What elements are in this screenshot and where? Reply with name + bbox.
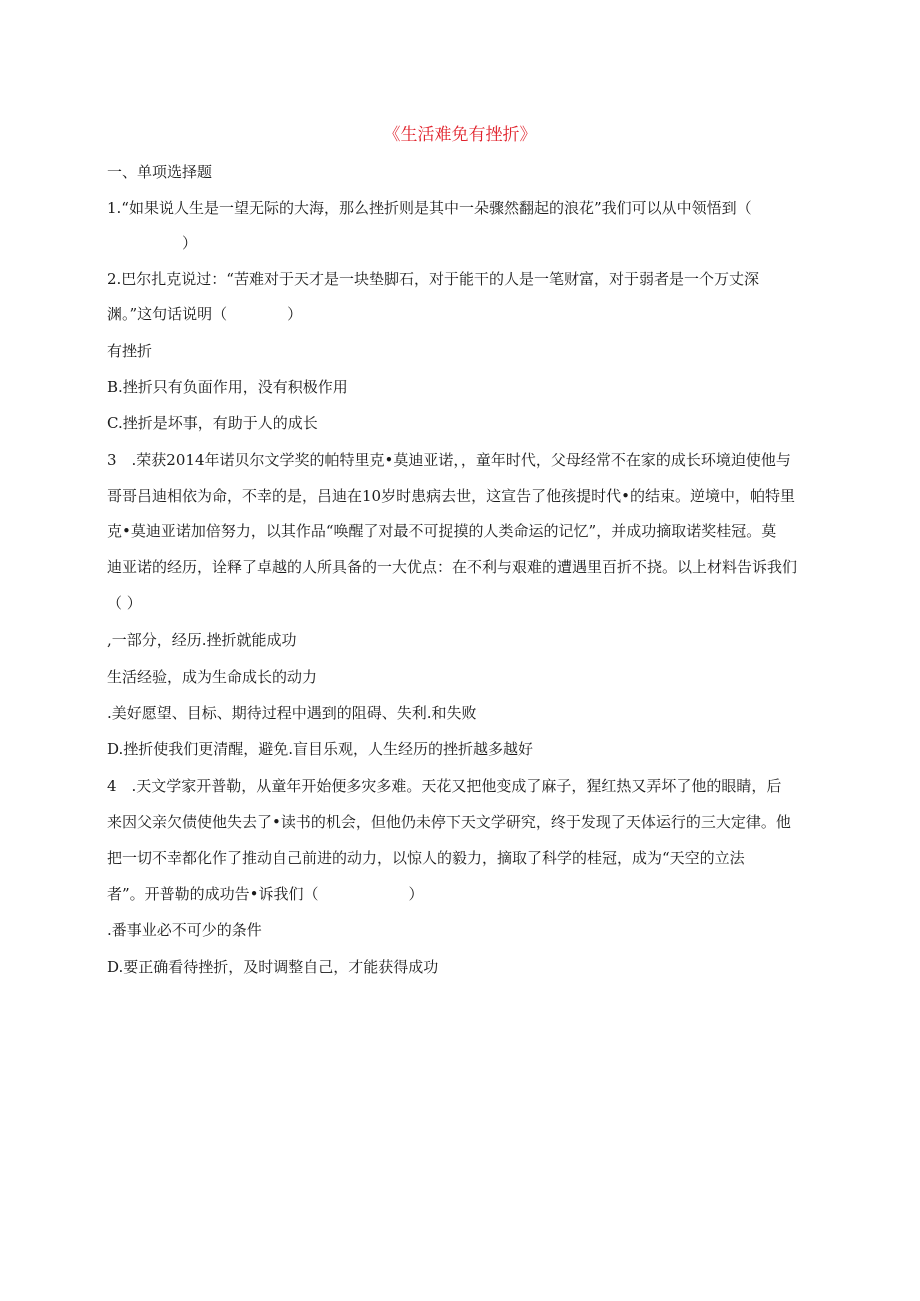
question-2-line-2: 渊。”这句话说明（ ） xyxy=(107,305,303,323)
question-1-line-1: 1.“如果说人生是一望无际的大海，那么挫折则是其中一朵骤然翻起的浪花”我们可以从中领悟到（ xyxy=(107,199,752,217)
question-2-option-c: C.挫折是坏事，有助于人的成长 xyxy=(107,414,318,432)
question-3-line-1: 3 .荣获2014年诺贝尔文学奖的帕特里克•莫迪亚诺，，童年时代，父母经常不在家的成长环境迫使他与 xyxy=(107,451,791,469)
question-4-option-d: D.要正确看待挫折，及时调整自己，才能获得成功 xyxy=(107,958,439,976)
question-4-line-3: 把一切不幸都化作了推动自己前进的动力，以惊人的毅力，摘取了科学的桂冠，成为“天空的立法 xyxy=(107,849,745,867)
question-2-option-a: 有挫折 xyxy=(107,342,153,360)
question-2-option-b: B.挫折只有负面作用，没有积极作用 xyxy=(107,378,348,396)
question-4-line-2: 来因父亲欠债使他失去了•读书的机会，但他仍未停下天文学研究，终于发现了天体运行的三大定律。他 xyxy=(107,813,791,831)
question-3-line-2: 哥哥吕迪相依为命，不幸的是，吕迪在10岁时患病去世，这宣告了他孩提时代•的结束。逆境中，帕特里 xyxy=(107,487,795,505)
question-3-option-a: ,一部分，经历.挫折就能成功 xyxy=(107,631,297,649)
question-3-option-d: D.挫折使我们更清醒，避免.盲目乐观，人生经历的挫折越多越好 xyxy=(107,740,534,758)
question-3-line-5: （ ） xyxy=(107,594,142,612)
question-3-option-c: .美好愿望、目标、期待过程中遇到的阻碍、失利.和失败 xyxy=(107,704,477,722)
question-4-line-4: 者”。开普勒的成功告•诉我们（ ） xyxy=(107,885,424,903)
section-heading: 一、单项选择题 xyxy=(107,163,213,181)
question-3-line-4: 迪亚诺的经历，诠释了卓越的人所具备的一大优点：在不利与艰难的遭遇里百折不挠。以上材料告诉我们 xyxy=(107,558,798,576)
question-4-line-1: 4 .天文学家开普勒，从童年开始便多灾多难。天花又把他变成了麻子，猩红热又弄坏了他的眼睛，后 xyxy=(107,777,782,795)
question-3-line-3: 克•莫迪亚诺加倍努力，以其作品“唤醒了对最不可捉摸的人类命运的记忆”，并成功摘取诺奖桂冠。莫 xyxy=(107,522,777,540)
question-2-line-1: 2.巴尔扎克说过：“苦难对于天才是一块垫脚石，对于能干的人是一笔财富，对于弱者是一个万丈深 xyxy=(107,270,759,288)
question-3-option-b: 生活经验，成为生命成长的动力 xyxy=(107,668,318,686)
question-4-option-c: .番事业必不可少的条件 xyxy=(107,921,262,939)
question-1-line-2: ） xyxy=(107,234,198,252)
page-title: 《生活难免有挫折》 xyxy=(383,125,537,145)
